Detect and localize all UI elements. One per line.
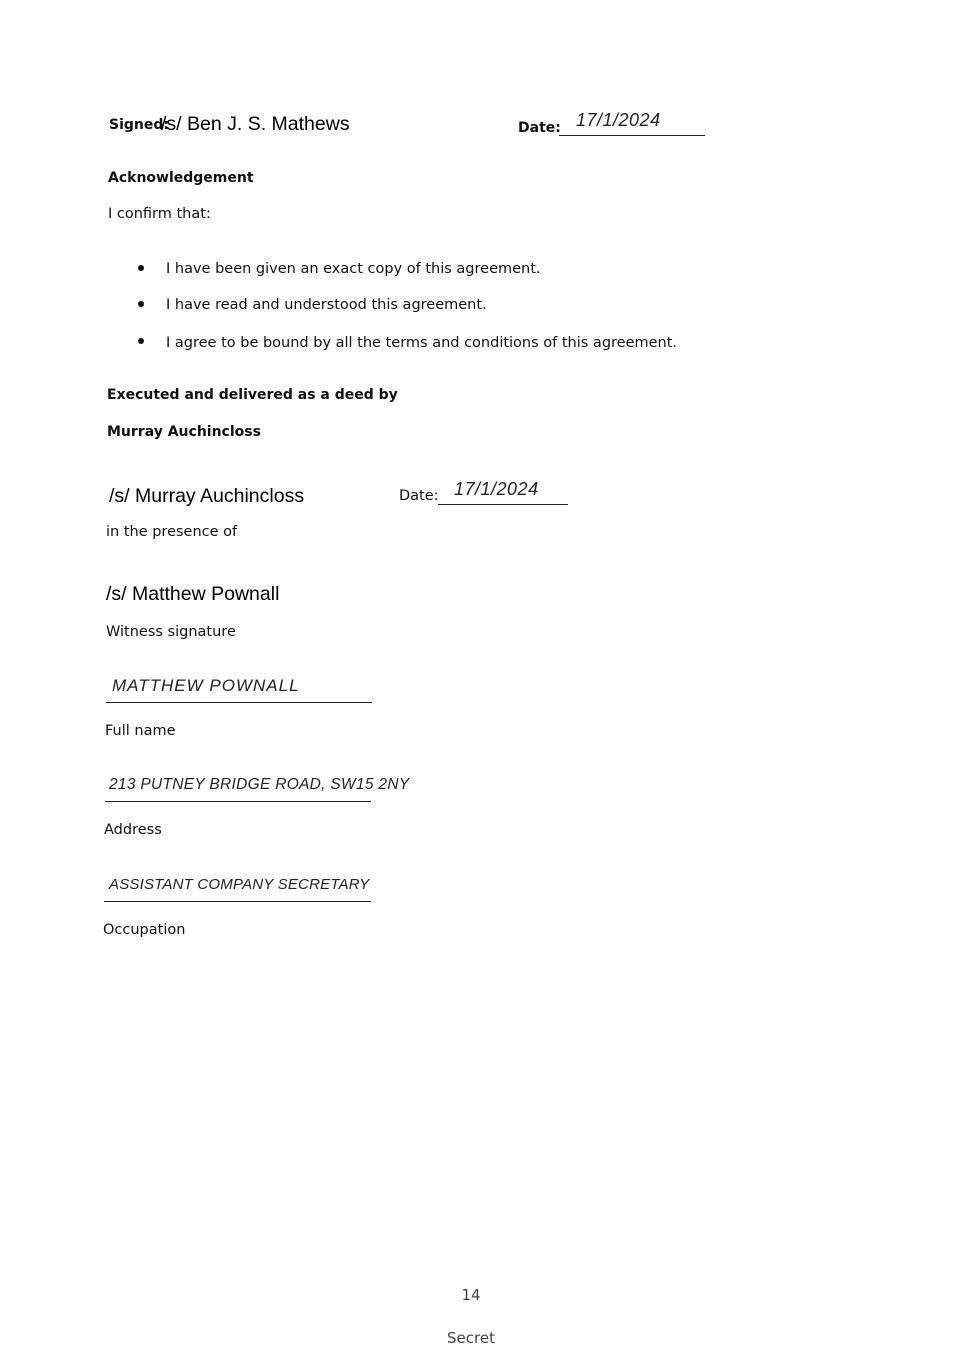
witness-signature-label: Witness signature <box>106 624 236 640</box>
signed-label: Signed: <box>109 117 169 133</box>
classification-label: Secret <box>447 1329 495 1347</box>
execution-signature: /s/ Murray Auchincloss <box>109 485 305 507</box>
page-number: 14 <box>461 1286 481 1304</box>
witness-full-name-value: MATTHEW POWNALL <box>112 676 300 695</box>
signed-date-value: 17/1/2024 <box>576 110 661 130</box>
acknowledgement-item-3: I agree to be bound by all the terms and conditions of this agreement. <box>166 335 678 351</box>
witness-signature: /s/ Matthew Pownall <box>106 583 280 605</box>
address-line <box>105 801 371 802</box>
signed-signature: /s/ Ben J. S. Mathews <box>161 113 350 135</box>
witness-address-value: 213 PUTNEY BRIDGE ROAD, SW15 2NY <box>109 776 410 793</box>
acknowledgement-heading: Acknowledgement <box>108 170 254 186</box>
witness-address-label: Address <box>104 822 162 838</box>
execution-date-line <box>438 504 568 505</box>
witness-occupation-value: ASSISTANT COMPANY SECRETARY <box>109 876 370 893</box>
acknowledgement-item-2: I have read and understood this agreement. <box>166 297 487 313</box>
execution-date-value: 17/1/2024 <box>454 479 539 499</box>
signed-date-line <box>559 135 705 136</box>
execution-heading: Executed and delivered as a deed by <box>107 387 398 403</box>
witness-full-name-label: Full name <box>105 723 176 739</box>
witness-occupation-label: Occupation <box>103 922 186 938</box>
presence-text: in the presence of <box>106 524 238 540</box>
bullet-icon <box>138 338 144 344</box>
execution-date-label: Date: <box>399 488 439 504</box>
bullet-icon <box>138 301 144 307</box>
acknowledgement-item-1: I have been given an exact copy of this agreement. <box>166 261 541 277</box>
occupation-line <box>104 901 371 902</box>
bullet-icon <box>138 265 144 271</box>
acknowledgement-intro: I confirm that: <box>108 206 211 222</box>
full-name-line <box>106 702 372 703</box>
execution-party-name: Murray Auchincloss <box>107 424 261 440</box>
signed-date-label: Date: <box>518 120 561 136</box>
